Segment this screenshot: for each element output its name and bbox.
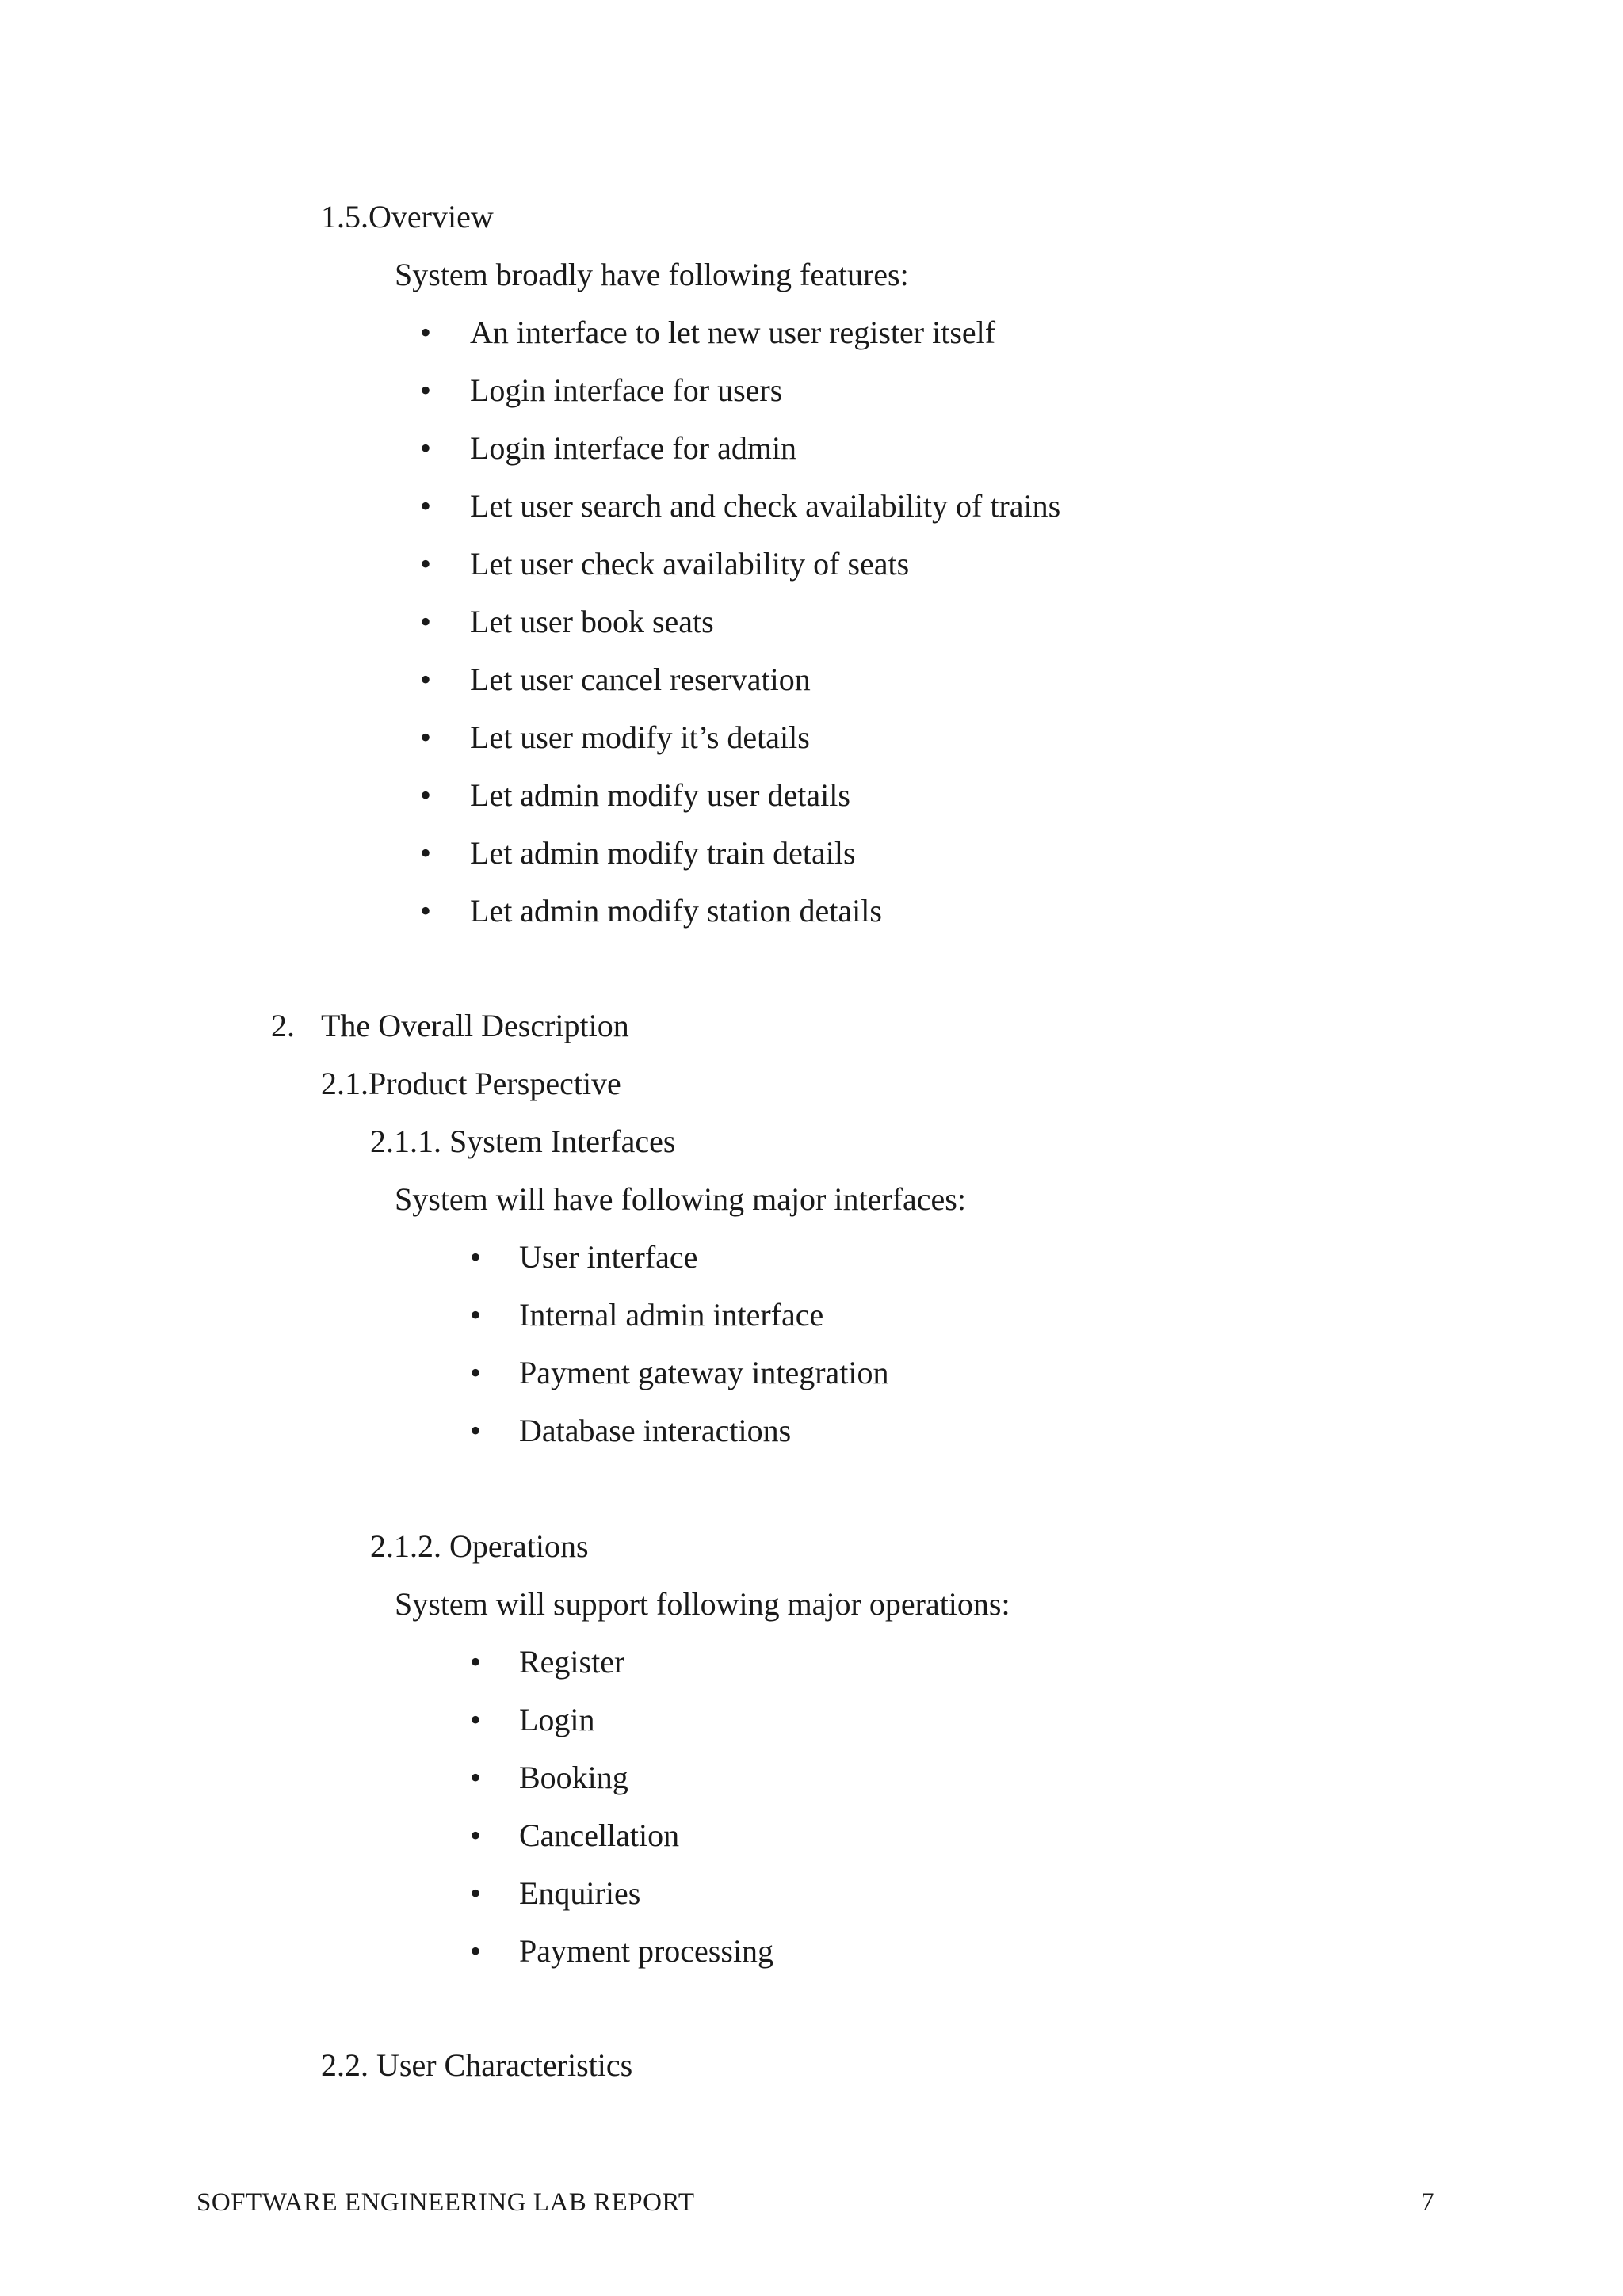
bullet-icon: • (420, 372, 432, 408)
bullet-icon: • (470, 1817, 482, 1853)
list-item-text: Let admin modify train details (470, 835, 856, 871)
list-item-text: Let user cancel reservation (470, 662, 811, 697)
section-heading-overview: 1.5.Overview (321, 199, 494, 235)
list-item-text: Let user check availability of seats (470, 546, 910, 582)
list-item-text: Internal admin interface (519, 1297, 824, 1333)
bullet-icon: • (470, 1875, 482, 1911)
overview-intro: System broadly have following features: (395, 257, 909, 292)
operations-intro: System will support following major operations: (395, 1586, 1010, 1622)
bullet-icon: • (470, 1933, 482, 1969)
bullet-icon: • (470, 1644, 482, 1680)
list-item-text: User interface (519, 1239, 698, 1275)
bullet-icon: • (470, 1355, 482, 1390)
bullet-icon: • (420, 662, 432, 697)
list-item-text: Cancellation (519, 1817, 680, 1853)
list-item-text: Let admin modify station details (470, 893, 882, 929)
bullet-icon: • (420, 777, 432, 813)
list-item-text: Let user book seats (470, 604, 714, 639)
list-item-text: Login (519, 1702, 595, 1737)
list-item-text: Login interface for admin (470, 430, 797, 466)
footer-title: SOFTWARE ENGINEERING LAB REPORT (197, 2188, 695, 2217)
bullet-icon: • (420, 719, 432, 755)
section-number: 2. (271, 1008, 295, 1043)
list-item-text: Payment gateway integration (519, 1355, 889, 1390)
bullet-icon: • (470, 1239, 482, 1275)
list-item-text: Register (519, 1644, 625, 1680)
system-interfaces-intro: System will have following major interfaces: (395, 1181, 966, 1217)
bullet-icon: • (420, 604, 432, 639)
list-item-text: Let admin modify user details (470, 777, 850, 813)
bullet-icon: • (470, 1297, 482, 1333)
list-item-text: Login interface for users (470, 372, 783, 408)
list-item-text: Payment processing (519, 1933, 774, 1969)
section-heading-user-characteristics: 2.2. User Characteristics (321, 2047, 633, 2083)
list-item-text: Let user modify it’s details (470, 719, 810, 755)
bullet-icon: • (420, 488, 432, 524)
section-heading-operations: 2.1.2. Operations (370, 1528, 589, 1564)
list-item-text: An interface to let new user register itself (470, 315, 996, 350)
bullet-icon: • (420, 546, 432, 582)
section-heading-system-interfaces: 2.1.1. System Interfaces (370, 1123, 676, 1159)
list-item-text: Enquiries (519, 1875, 641, 1911)
list-item-text: Database interactions (519, 1413, 792, 1448)
bullet-icon: • (420, 315, 432, 350)
section-heading-overall-description: The Overall Description (321, 1008, 629, 1043)
section-heading-product-perspective: 2.1.Product Perspective (321, 1066, 621, 1101)
bullet-icon: • (470, 1760, 482, 1795)
bullet-icon: • (420, 835, 432, 871)
page-number: 7 (1421, 2188, 1434, 2217)
bullet-icon: • (470, 1702, 482, 1737)
list-item-text: Let user search and check availability of trains (470, 488, 1061, 524)
bullet-icon: • (470, 1413, 482, 1448)
bullet-icon: • (420, 430, 432, 466)
list-item-text: Booking (519, 1760, 628, 1795)
bullet-icon: • (420, 893, 432, 929)
